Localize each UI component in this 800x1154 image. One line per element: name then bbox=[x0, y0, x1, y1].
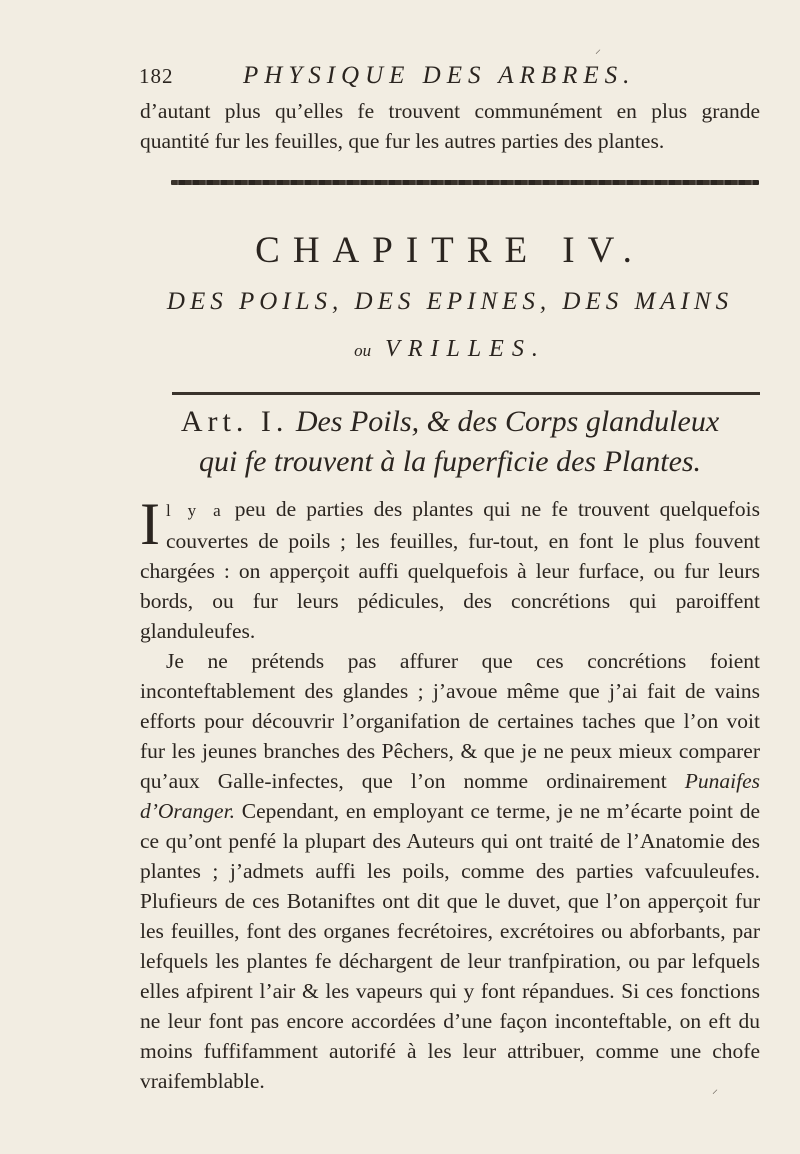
main-text bbox=[140, 491, 760, 1096]
opening-paragraph: d’autant plus qu’elles fe trouvent communément en plus grande quantité fur les feuilles, que fur les autres parties des plantes. bbox=[140, 99, 760, 153]
article-number: Art. I. bbox=[180, 405, 289, 438]
subtitle-ou: ou bbox=[354, 341, 372, 360]
drop-cap: I bbox=[140, 491, 160, 557]
page-header bbox=[139, 62, 759, 94]
paragraph-2-italic: Punaifes d’Oranger. bbox=[140, 769, 760, 823]
paragraph-2 bbox=[140, 646, 760, 1096]
paragraph-1 bbox=[140, 491, 760, 646]
smallcaps-opening: l y a bbox=[165, 501, 225, 520]
divider-rule bbox=[172, 392, 760, 395]
paragraph-2-end: Cependant, en employant ce terme, je ne m’écarte point de ce qu’ont penfé la plupart des Auteurs qui ont traité de l’Anatomie des plantes ; j’admets auffi les poils, comme des parties vafcuuleufes. Plufieurs de ces Botaniftes ont dit que le duvet, que l’on apperçoit fur les feuilles, font des organes fecrétoires, excrétoires ou abforbants, par lefquels les plantes fe déchargent de leur tranfpiration, ou par lefquels elles afpirent l’air & les vapeurs qui y font répandues. Si ces fonctions ne leur font pas encore accordées d’une façon inconteftable, on eft du moins fuffifamment autorifé à les leur attribuer, comme une chofe vraifemblable. bbox=[140, 799, 760, 1093]
article-title-line1: Des Poils, & des Corps glanduleux bbox=[295, 405, 720, 438]
ornamental-rule bbox=[171, 180, 759, 185]
chapter-subtitle: DES POILS, DES EPINES, DES MAINS bbox=[166, 288, 734, 315]
running-head: PHYSIQUE DES ARBRES. bbox=[243, 62, 636, 89]
paragraph-1-text: peu de parties des plantes qui ne fe trouvent quelquefois couvertes de poils ; les feuilles, fur-tout, en font le plus fouvent chargées : on apperçoit auffi quelquefois à leur furface, ou fur leurs bords, ou fur leurs pédicules, des concrétions qui paroiffent glanduleufes. bbox=[140, 497, 760, 643]
page-number: 182 bbox=[139, 64, 174, 88]
ink-speck: ⸝ bbox=[712, 1082, 719, 1096]
chapter-subtitle-continued bbox=[140, 336, 760, 363]
article-heading bbox=[140, 402, 760, 482]
article-title-line2: qui fe trouvent à la fuperficie des Plantes. bbox=[198, 445, 702, 478]
subtitle-end: VRILLES. bbox=[385, 336, 546, 362]
chapter-title: CHAPITRE IV. bbox=[255, 230, 645, 271]
ink-speck: ⸝ bbox=[595, 42, 602, 56]
paragraph-2-start: Je ne prétends pas affurer que ces concrétions foient inconteftablement des glandes ; j’avoue même que j’ai fait de vains efforts pour découvrir l’organifation de certaines taches que l’on voit fur les jeunes branches des Pêchers, & que je ne peux mieux comparer qu’aux Galle-infectes, que l’on nomme ordinairement bbox=[140, 649, 760, 793]
